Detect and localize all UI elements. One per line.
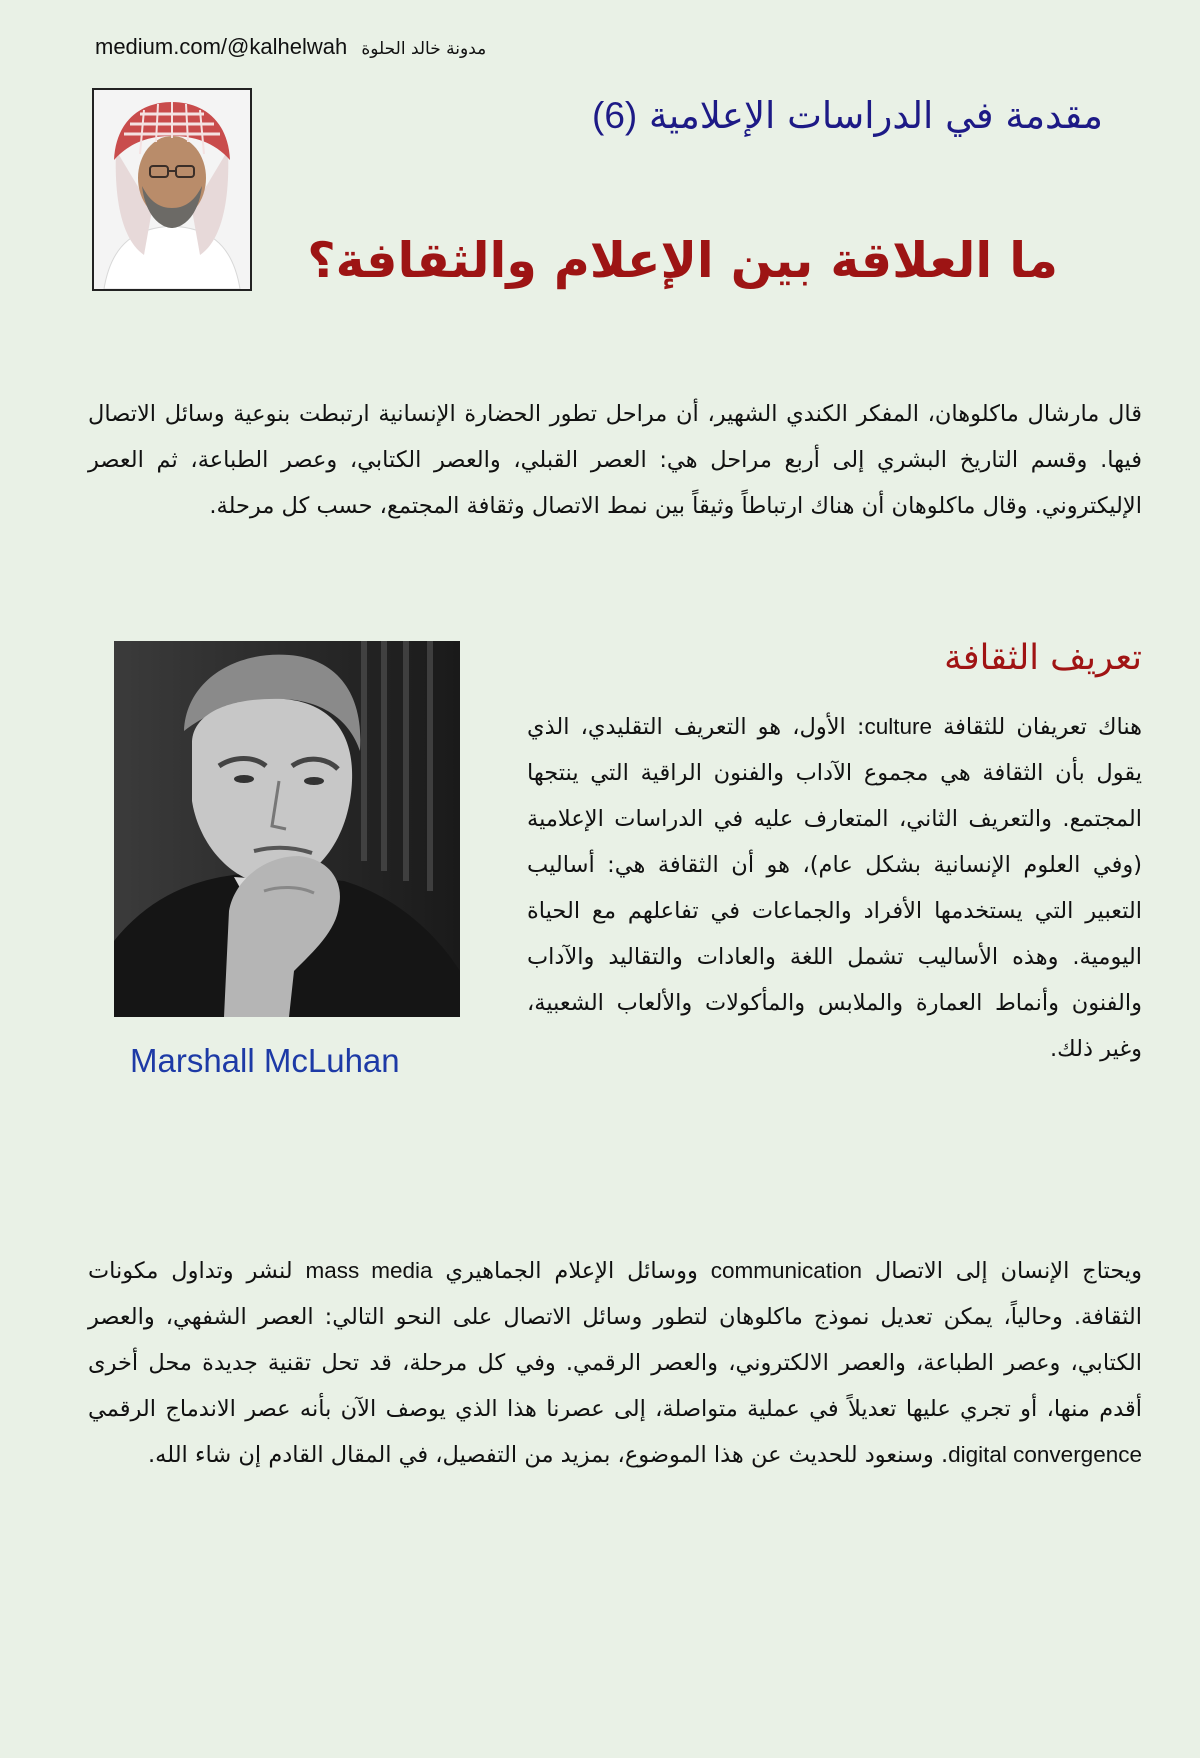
term-communication: communication bbox=[710, 1258, 863, 1283]
closing-text-c: لنشر وتداول مكونات الثقافة. وحالياً، يمكن تعديل نموذج ماكلوهان لتطور وسائل الاتصال على النحو التالي: العصر الشفهي، والعصر الكتابي، وعصر الطباعة، والعصر الالكتروني، والعصر الرقمي. وفي كل مرحلة، قد تحل تقنية جديدة محل أخرى أقدم منها، أو تجري عليها تعديلاً في عملية متواصلة، إلى عصرنا هذا الذي يوصف الآن بأنه عصر الاندماج الرقمي bbox=[88, 1258, 1142, 1422]
section-heading: تعريف الثقافة bbox=[944, 638, 1142, 678]
definition-text-start: هناك تعريفان للثقافة bbox=[932, 714, 1143, 740]
author-photo bbox=[92, 88, 252, 291]
source-url[interactable]: medium.com/@kalhelwah bbox=[95, 34, 348, 59]
mcluhan-photo bbox=[114, 641, 460, 1017]
closing-paragraph bbox=[88, 1248, 1142, 1478]
series-title bbox=[592, 94, 1103, 137]
closing-text-b: ووسائل الإعلام الجماهيري bbox=[432, 1258, 711, 1284]
intro-paragraph: قال مارشال ماكلوهان، المفكر الكندي الشهير، أن مراحل تطور الحضارة الإنسانية ارتبطت بنوعية وسائل الاتصال فيها. وقسم التاريخ البشري إلى أربع مراحل هي: العصر القبلي، والعصر الكتابي، وعصر الطباعة، ثم العصر الإليكتروني. وقال ماكلوهان أن هناك ارتباطاً وثيقاً بين نمط الاتصال وثقافة المجتمع، حسب كل مرحلة. bbox=[88, 401, 1142, 519]
definition-text-rest: : الأول، هو التعريف التقليدي، الذي يقول بأن الثقافة هي مجموع الآداب والفنون الراقية التي ينتجها المجتمع. والتعريف الثاني، المتعارف عليه في الدراسات الإعلامية (وفي العلوم الإنسانية بشكل عام)، هو أن الثقافة هي: أساليب التعبير التي يستخدمها الأفراد والجماعات في تفاعلهم مع الحياة اليومية. وهذه الأساليب تشمل اللغة والعادات والتقاليد والآداب والفنون وأنماط العمارة والملابس والمأكولات والألعاب الشعبية، وغير ذلك. bbox=[527, 714, 1142, 1062]
series-number: (6) bbox=[591, 95, 638, 136]
series-title-text: مقدمة في الدراسات الإعلامية bbox=[648, 94, 1103, 137]
main-title: ما العلاقة بين الإعلام والثقافة؟ bbox=[307, 232, 1058, 289]
term-culture: culture bbox=[864, 714, 933, 739]
closing-text-a: ويحتاج الإنسان إلى الاتصال bbox=[862, 1258, 1142, 1284]
term-digital-convergence: digital convergence bbox=[948, 1442, 1142, 1467]
photo-caption: Marshall McLuhan bbox=[130, 1042, 400, 1079]
definition-paragraph bbox=[527, 704, 1142, 1072]
term-mass-media: mass media bbox=[305, 1258, 433, 1283]
source-line bbox=[95, 34, 486, 60]
closing-text-d: . وسنعود للحديث عن هذا الموضوع، بمزيد من التفصيل، في المقال القادم إن شاء الله. bbox=[148, 1442, 949, 1468]
blog-name: مدونة خالد الحلوة bbox=[361, 39, 487, 59]
